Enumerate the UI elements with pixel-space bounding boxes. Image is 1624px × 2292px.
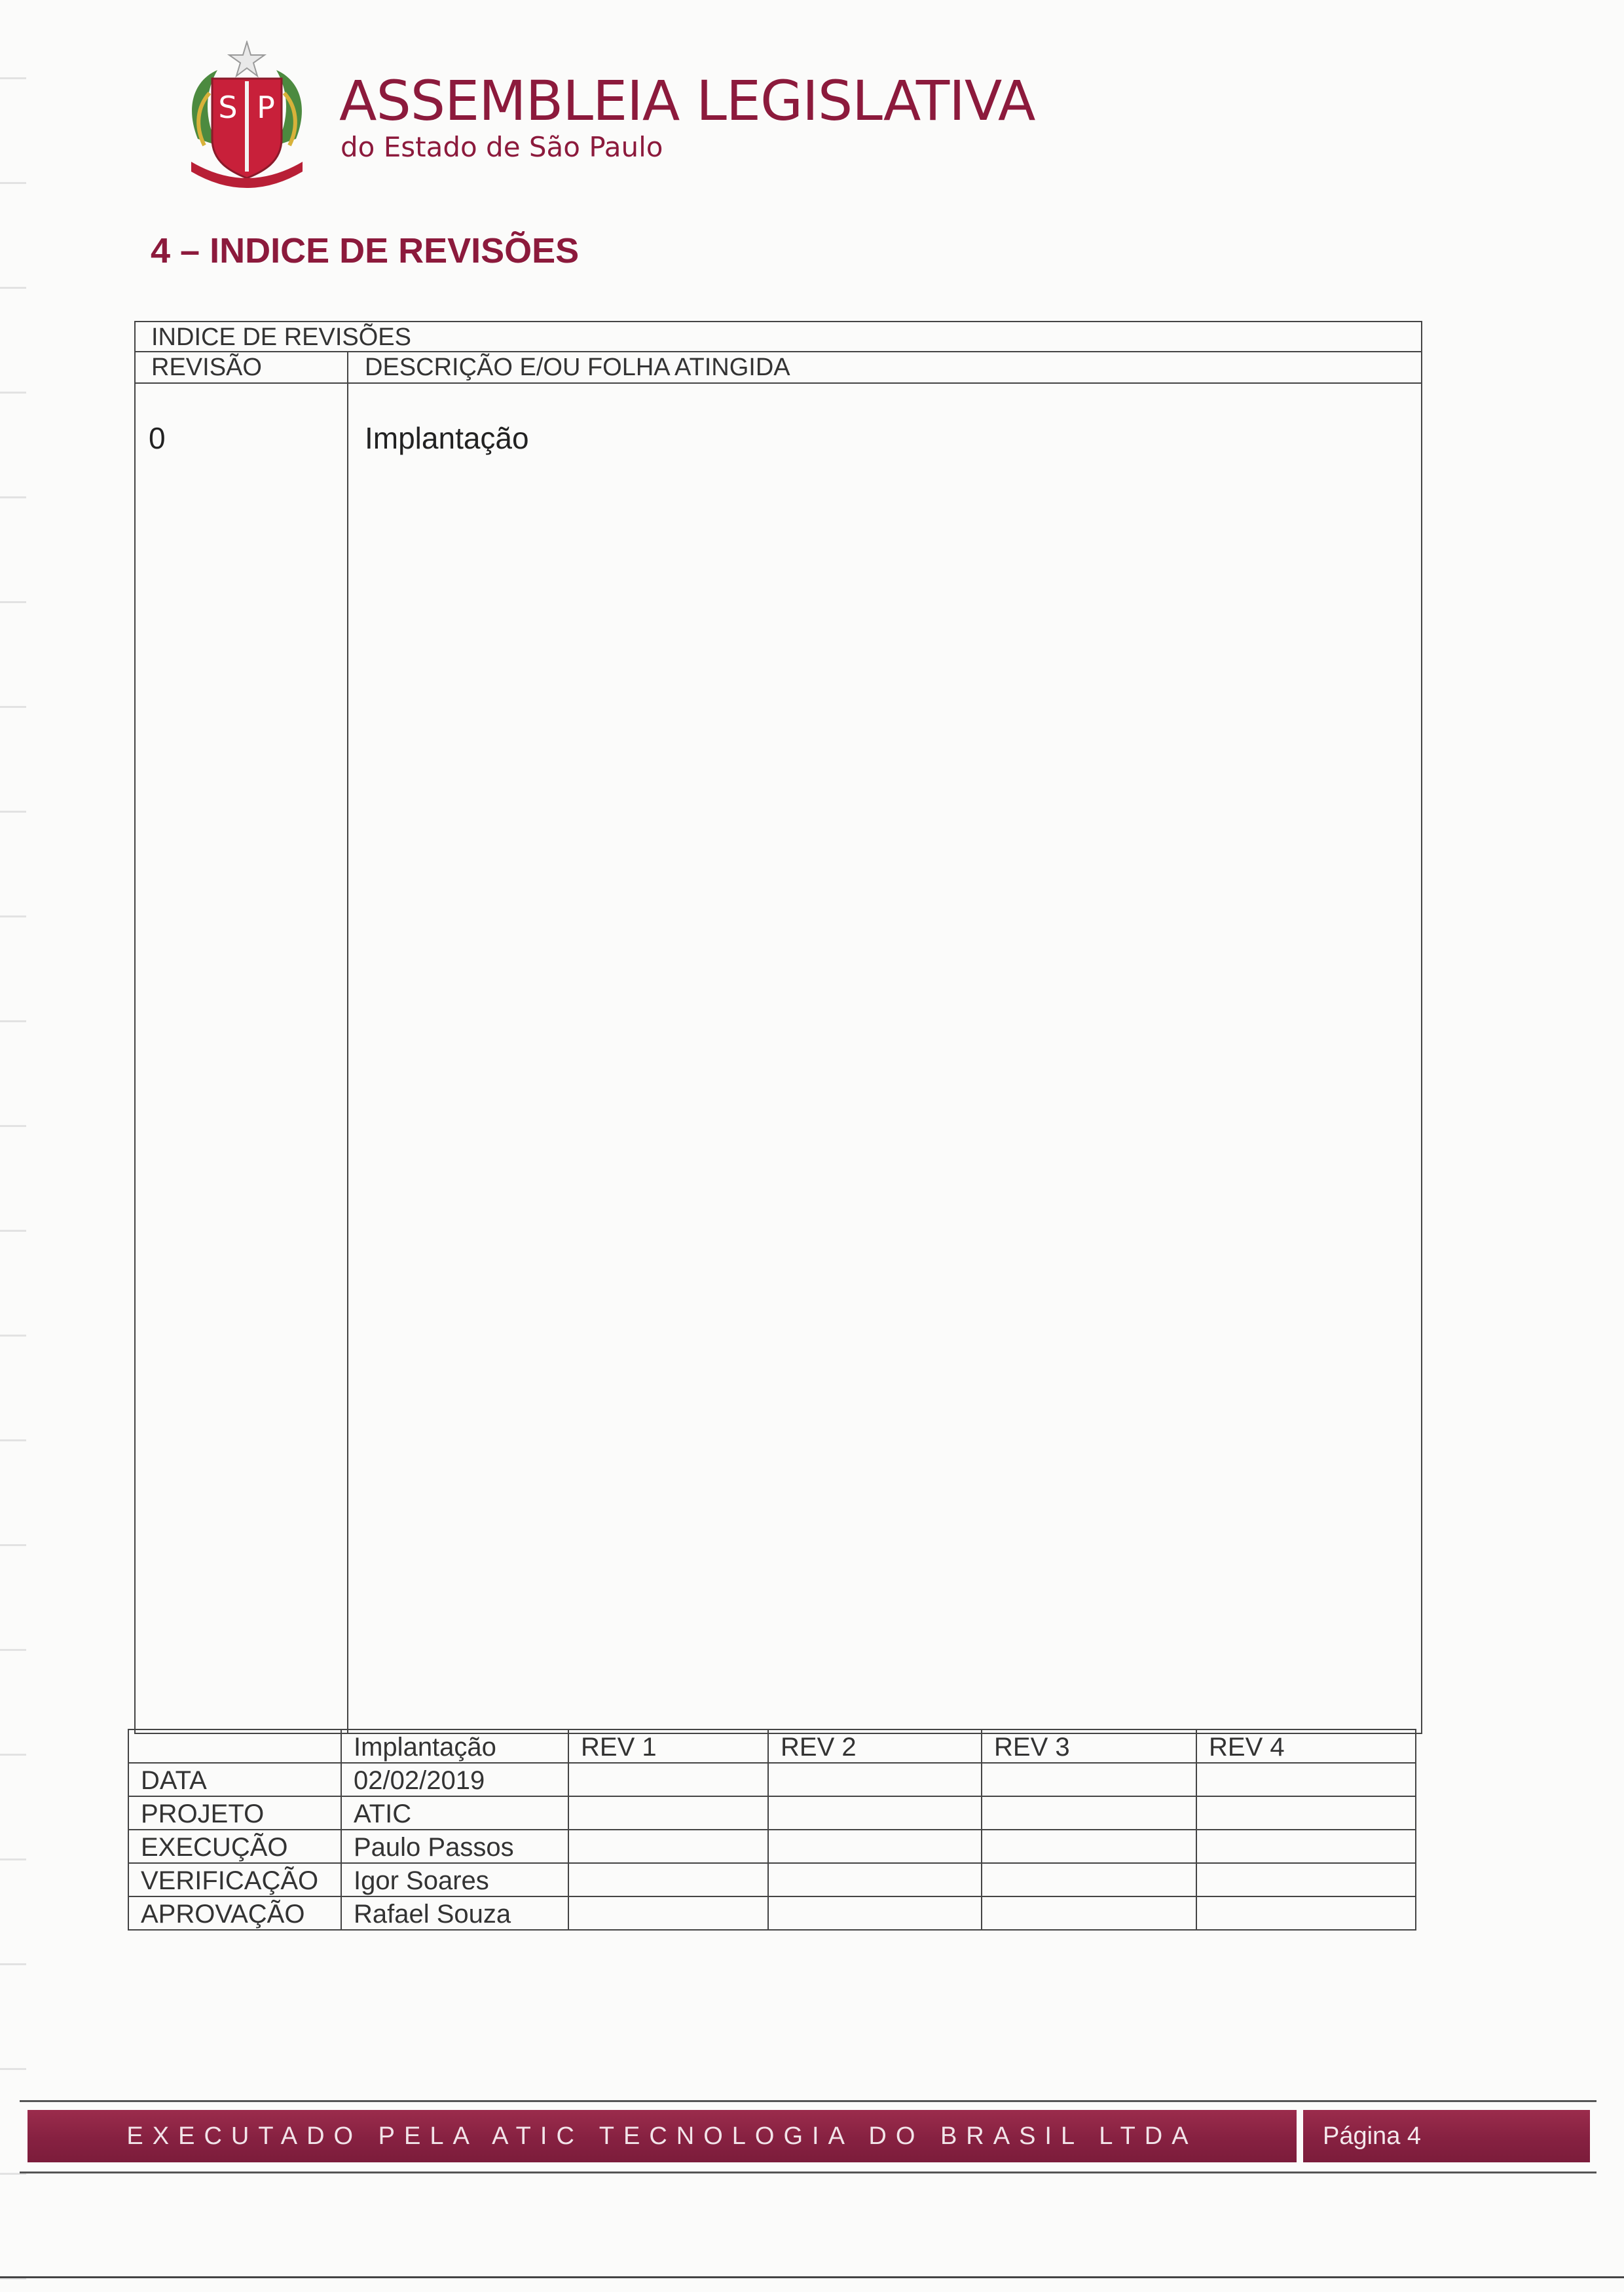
- revision-description: Implantação: [365, 421, 529, 455]
- page-bottom-edge: [0, 2276, 1624, 2278]
- column-header-description: DESCRIÇÃO E/OU FOLHA ATINGIDA: [365, 354, 790, 381]
- row-value-verificacao: Igor Soares: [341, 1863, 568, 1896]
- revision-number: 0: [149, 421, 166, 455]
- row-value-aprovacao: Rafael Souza: [341, 1896, 568, 1930]
- empty-cell: [768, 1896, 982, 1930]
- revision-index-header-row: [136, 351, 1421, 384]
- column-header-revision: REVISÃO: [151, 354, 262, 381]
- approval-header-rev1: REV 1: [568, 1729, 768, 1763]
- empty-cell: [568, 1763, 768, 1796]
- sp-coat-of-arms-logo: [178, 41, 316, 191]
- page-number-box: [1303, 2110, 1590, 2162]
- revision-index-title-row: [136, 322, 1421, 352]
- row-value-projeto: ATIC: [341, 1796, 568, 1830]
- revision-index-title: INDICE DE REVISÕES: [151, 323, 411, 351]
- row-label-verificacao: VERIFICAÇÃO: [128, 1863, 341, 1896]
- table-row: [128, 1896, 1416, 1930]
- empty-cell: [982, 1763, 1196, 1796]
- empty-cell: [568, 1863, 768, 1896]
- empty-cell: [982, 1796, 1196, 1830]
- row-label-projeto: PROJETO: [128, 1796, 341, 1830]
- footer-executed-by: EXECUTADO PELA ATIC TECNOLOGIA DO BRASIL LTDA: [126, 2122, 1198, 2150]
- column-divider: [347, 351, 348, 1734]
- scan-margin-marks: [0, 0, 26, 2292]
- footer-bottom-rule: [20, 2172, 1596, 2173]
- section-heading: 4 – INDICE DE REVISÕES: [151, 231, 580, 270]
- institution-title: ASSEMBLEIA LEGISLATIVA: [339, 69, 1035, 133]
- page-number: Página 4: [1323, 2122, 1422, 2150]
- table-row: [128, 1796, 1416, 1830]
- table-row: [128, 1863, 1416, 1896]
- empty-cell: [1196, 1896, 1416, 1930]
- institution-subtitle: do Estado de São Paulo: [341, 131, 663, 163]
- empty-cell: [982, 1896, 1196, 1930]
- table-row: [128, 1830, 1416, 1863]
- table-row: [128, 1763, 1416, 1796]
- approval-header-implantacao: Implantação: [341, 1729, 568, 1763]
- empty-cell: [982, 1830, 1196, 1863]
- row-label-data: DATA: [128, 1763, 341, 1796]
- approval-header-row: [128, 1729, 1416, 1763]
- empty-cell: [1196, 1763, 1416, 1796]
- row-label-aprovacao: APROVAÇÃO: [128, 1896, 341, 1930]
- empty-cell: [1196, 1863, 1416, 1896]
- empty-cell: [1196, 1796, 1416, 1830]
- empty-cell: [768, 1763, 982, 1796]
- row-value-execucao: Paulo Passos: [341, 1830, 568, 1863]
- empty-cell: [1196, 1830, 1416, 1863]
- footer-band: [28, 2110, 1297, 2162]
- empty-cell: [768, 1830, 982, 1863]
- empty-cell: [568, 1796, 768, 1830]
- approval-header-empty: [128, 1729, 341, 1763]
- footer-top-rule: [20, 2100, 1596, 2102]
- approval-table: [128, 1729, 1416, 1931]
- row-label-execucao: EXECUÇÃO: [128, 1830, 341, 1863]
- empty-cell: [982, 1863, 1196, 1896]
- empty-cell: [568, 1896, 768, 1930]
- logo-letter-p: P: [257, 90, 275, 125]
- approval-header-rev3: REV 3: [982, 1729, 1196, 1763]
- approval-header-rev4: REV 4: [1196, 1729, 1416, 1763]
- row-value-data: 02/02/2019: [341, 1763, 568, 1796]
- logo-letter-s: S: [218, 90, 238, 125]
- empty-cell: [768, 1796, 982, 1830]
- approval-header-rev2: REV 2: [768, 1729, 982, 1763]
- empty-cell: [568, 1830, 768, 1863]
- empty-cell: [768, 1863, 982, 1896]
- revision-index-table: [134, 321, 1422, 1734]
